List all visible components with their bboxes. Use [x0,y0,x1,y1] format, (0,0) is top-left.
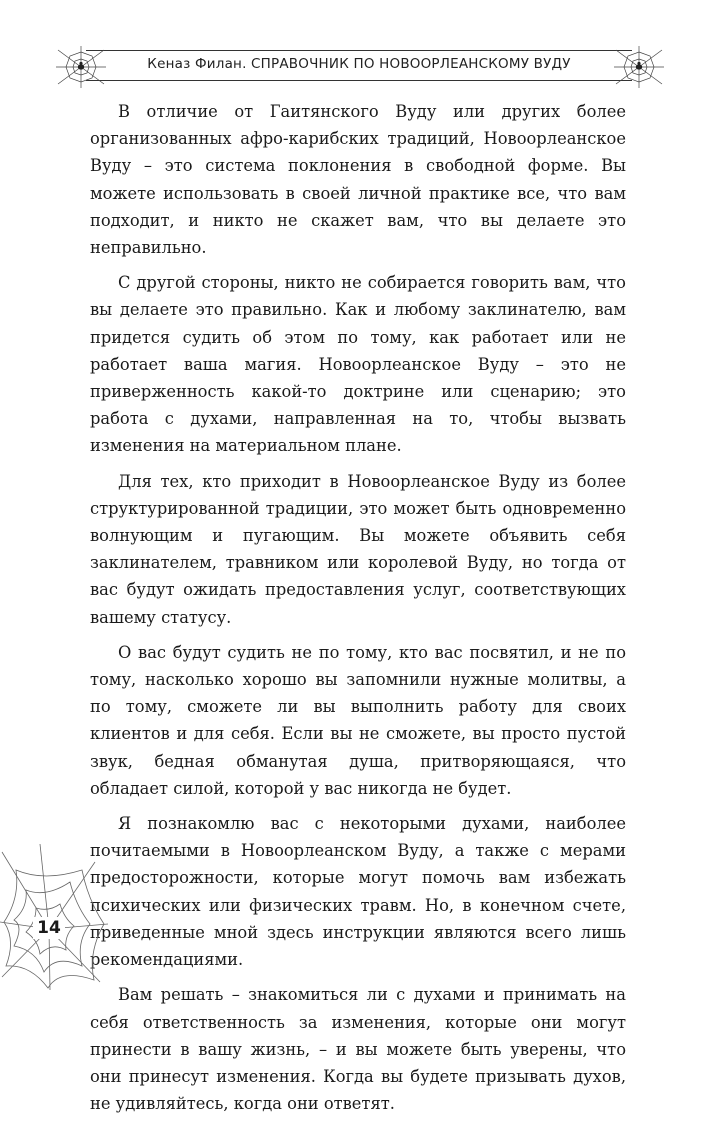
spider-web-icon [56,46,106,88]
paragraph: О вас будут судить не по тому, кто вас посвятил, и не по тому, насколько хорошо вы запомнили нужные молитвы, а по тому, сможете ли вы выполнить работу для своих клиентов и для себя. Если вы не сможете, вы просто пустой звук, бедная обманутая душа, притворяющаяся, что обладает силой, которой у вас никогда не будет. [90,642,626,798]
header-title: Кеназ Филан. СПРАВОЧНИК ПО НОВООРЛЕАНСКОМУ ВУДУ [147,56,571,72]
paragraph: В отличие от Гаитянского Вуду или других более организованных афро-карибских традиций, Новоорлеанское Вуду – это система поклонения в свободной форме. Вы можете использовать в своей личной практике все, что вам подходит, и никто не скажет вам, что вы делаете это неправильно. [90,102,626,258]
page-number: 14 [33,917,65,939]
running-header [0,46,718,96]
body-text [90,98,626,1125]
header-rule-top [86,50,632,51]
spider-web-icon [614,46,664,88]
paragraph: Я познакомлю вас с некоторыми духами, наиболее почитаемыми в Новоорлеанском Вуду, а также с мерами предосторожности, которые могут помочь вам избежать психических или физических травм. Но, в конечном счете, приведенные мной здесь инструкции являются всего лишь рекомендациями. [90,814,626,970]
paragraph: Вам решать – знакомиться ли с духами и принимать на себя ответственность за изменения, которые они могут принести в вашу жизнь, – и вы можете быть уверены, что они принесут изменения. Когда вы будете призывать духов, не удивляйтесь, когда они ответят. [90,985,626,1114]
header-rule-bottom [86,80,632,81]
paragraph: Для тех, кто приходит в Новоорлеанское Вуду из более структурированной традиции, это может быть одновременно волнующим и пугающим. Вы можете объявить себя заклинателем, травником или королевой Вуду, но тогда от вас будут ожидать предоставления услуг, соответствующих вашему статусу. [90,471,626,627]
paragraph: С другой стороны, никто не собирается говорить вам, что вы делаете это правильно. Как и любому заклинателю, вам придется судить об этом по тому, как работает или не работает ваша магия. Новоорлеанское Вуду – это не приверженность какой-то доктрине или сценарию; это работа с духами, направленная на то, чтобы вызвать изменения на материальном плане. [90,273,626,456]
